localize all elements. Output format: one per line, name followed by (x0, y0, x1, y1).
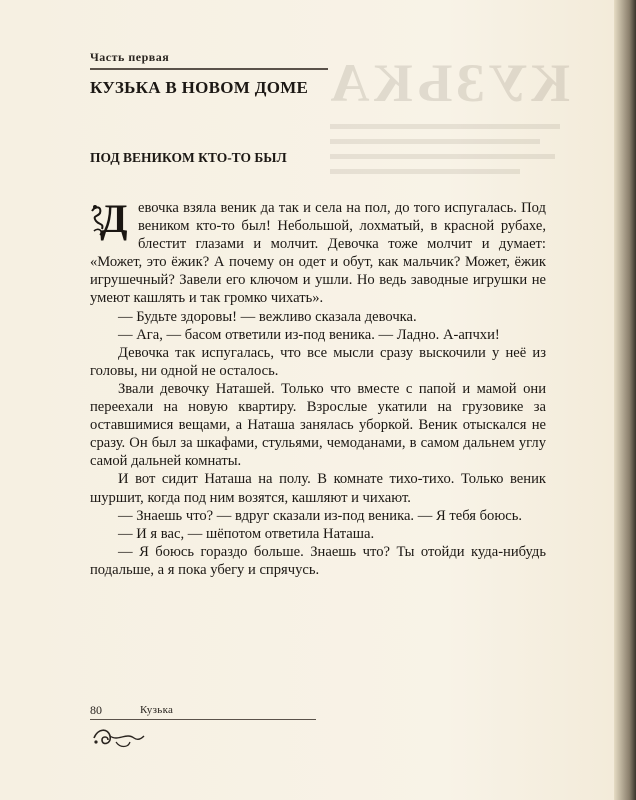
paragraph-6: И вот сидит Наташа на полу. В комнате тихо-тихо. Только веник шуршит, когда под ним возятся, кашляют и чихают. (90, 471, 546, 506)
drop-cap-letter: Д (100, 196, 128, 241)
chapter-subtitle: ПОД ВЕНИКОМ КТО-ТО БЫЛ (90, 150, 287, 165)
paragraph-4: Девочка так испугалась, что все мысли сразу выскочили у неё из головы, ни одной не осталось. (90, 344, 546, 379)
page-edge-shadow (614, 0, 636, 800)
paragraph-1 (90, 196, 546, 308)
part-label: Часть первая (90, 50, 170, 64)
page-number: 80 (90, 703, 102, 717)
bleed-through-title: КУЗЬКА (326, 53, 570, 113)
running-title: Кузька (140, 704, 174, 716)
page-title: КУЗЬКА В НОВОМ ДОМЕ (90, 78, 309, 97)
drop-cap (90, 196, 132, 241)
paragraph-7: — Знаешь что? — вдруг сказали из-под веника. — Я тебя боюсь. (118, 507, 523, 524)
footer-rule (90, 719, 316, 720)
paragraph-2: — Будьте здоровы! — вежливо сказала девочка. (118, 308, 417, 325)
chapter-text (90, 196, 546, 579)
paragraph-9: — Я боюсь гораздо больше. Знаешь что? Ты отойди куда-нибудь подальше, а я пока убегу и спрячусь. (90, 543, 546, 578)
paragraph-8: — И я вас, — шёпотом ответила Наташа. (118, 525, 375, 542)
paragraph-3: — Ага, — басом ответили из-под веника. — Ладно. А-апчхи! (118, 326, 500, 343)
header-rule (90, 68, 328, 70)
bleed-through-text (326, 52, 570, 202)
paragraph-1-text: евочка взяла веник да так и села на пол, до того испугалась. Под веником кто-то был! Небольшой, лохматый, в красной рубахе, блестит глазами и молчит. Девочка тоже молчит и думает: «Может, это ёжик? А почему он одет и обут, как мальчик? Может, ёжик игрушечный? Завели его ключом и ушли. Но ведь заводные игрушки не умеют кашлять и так громко чихать». (90, 200, 546, 307)
paragraph-5: Звали девочку Наташей. Только что вместе с папой и мамой они переехали на новую квартиру. Взрослые укатили на грузовике за оставшимися вещами, а Наташа занялась уборкой. Веник отыскался не сразу. Он был за шкафами, стульями, чемоданами, в самом дальнем углу самой дальней комнаты. (90, 380, 546, 470)
footer-ornament-icon (90, 724, 146, 750)
